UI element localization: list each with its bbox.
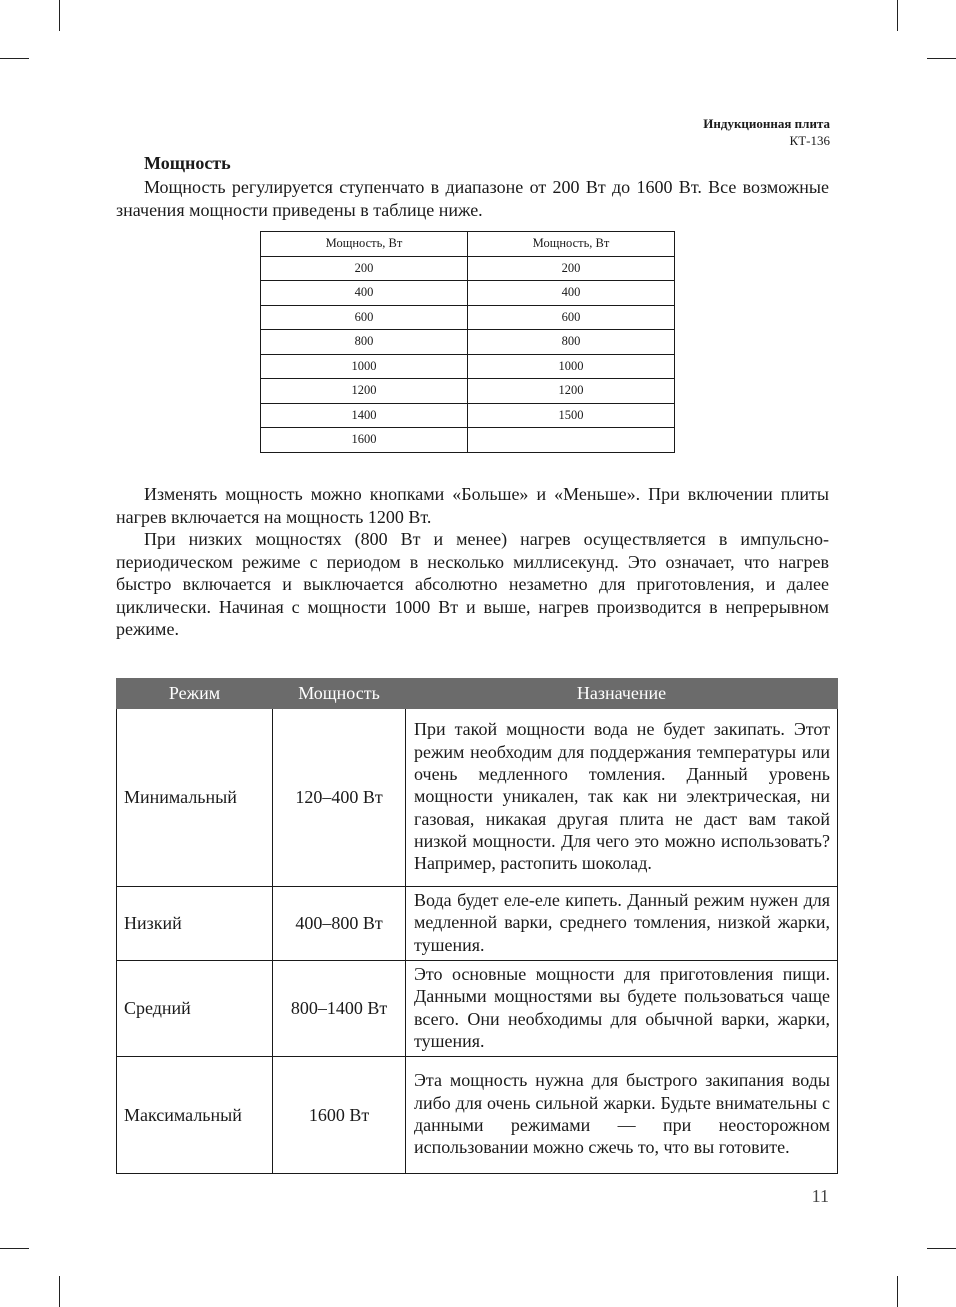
table-row [261, 379, 675, 404]
power-values-table [260, 231, 675, 453]
section-title: Мощность [144, 153, 231, 173]
table-cell: 1000 [261, 354, 468, 379]
crop-mark [0, 1248, 29, 1249]
paragraph-buttons: Изменять мощность можно кнопками «Больше» и «Меньше». При включении плиты нагрев включается на мощность 1200 Вт. [116, 484, 829, 527]
intro-paragraph-block [116, 176, 829, 221]
header-cell: Мощность, Вт [261, 232, 468, 257]
table-cell: 1000 [468, 354, 675, 379]
mode-cell: Средний [117, 961, 273, 1057]
crop-mark [59, 1276, 60, 1307]
header-cell-mode: Режим [117, 679, 273, 709]
paragraph-pulse-mode: При низких мощностях (800 Вт и менее) нагрев осуществляется в импульсно-периодическом режиме с периодом в несколько миллисекунд. Это означает, что нагрев быстро включается и выключается абсолютно незаметно для приготовления, и далее циклически. Начиная с мощности 1000 Вт и выше, нагрев производится в непрерывном режиме. [116, 529, 829, 639]
table-row [261, 428, 675, 453]
table-cell: 1200 [261, 379, 468, 404]
table-row [117, 709, 838, 887]
table-cell: 1200 [468, 379, 675, 404]
table-cell: 600 [468, 305, 675, 330]
table-row [261, 403, 675, 428]
purpose-cell: Это основные мощности для приготовления пищи. Данными мощностями вы будете пользоваться чаще всего. Они необходимы для обычной варки, жарки, тушения. [406, 961, 838, 1057]
table-header-row [261, 232, 675, 257]
table-cell: 800 [261, 330, 468, 355]
power-cell: 400–800 Вт [273, 887, 406, 961]
table-row [261, 256, 675, 281]
intro-paragraph: Мощность регулируется ступенчато в диапазоне от 200 Вт до 1600 Вт. Все возможные значения мощности приведены в таблице ниже. [116, 177, 829, 220]
table-cell: 400 [261, 281, 468, 306]
table-cell [468, 428, 675, 453]
header-cell-power: Мощность [273, 679, 406, 709]
table-row [261, 354, 675, 379]
crop-mark [897, 1276, 898, 1307]
body-text [116, 483, 829, 641]
mode-cell: Максимальный [117, 1057, 273, 1174]
table-row [117, 887, 838, 961]
table-cell: 1500 [468, 403, 675, 428]
power-cell: 120–400 Вт [273, 709, 406, 887]
power-cell: 800–1400 Вт [273, 961, 406, 1057]
table-cell: 1600 [261, 428, 468, 453]
page-number: 11 [811, 1186, 829, 1206]
purpose-cell: Вода будет еле-еле кипеть. Данный режим нужен для медленной варки, среднего томления, низкой жарки, тушения. [406, 887, 838, 961]
header-cell: Мощность, Вт [468, 232, 675, 257]
crop-mark [927, 1248, 956, 1249]
purpose-cell: При такой мощности вода не будет закипать. Этот режим необходим для поддержания температуры или очень медленного томления. Данный уровень мощности уникален, так как ни электрическая, ни газовая, никакая другая плита не даст вам такой низкой мощности. Для чего это можно использовать? Например, растопить шоколад. [406, 709, 838, 887]
table-cell: 200 [468, 256, 675, 281]
mode-cell: Низкий [117, 887, 273, 961]
modes-table [116, 678, 838, 1174]
table-row [261, 281, 675, 306]
purpose-cell: Эта мощность нужна для быстрого закипания воды либо для очень сильной жарки. Будьте внимательны с данными режимами — при неосторожном использовании можно сжечь то, что вы готовите. [406, 1057, 838, 1174]
table-header-row [117, 679, 838, 709]
table-cell: 400 [468, 281, 675, 306]
running-header-title: Индукционная плита [703, 116, 830, 131]
running-header-model: КТ-136 [789, 133, 830, 148]
table-cell: 600 [261, 305, 468, 330]
power-cell: 1600 Вт [273, 1057, 406, 1174]
crop-mark [59, 0, 60, 31]
crop-mark [897, 0, 898, 31]
table-cell: 1400 [261, 403, 468, 428]
table-row [117, 961, 838, 1057]
table-cell: 200 [261, 256, 468, 281]
table-row [117, 1057, 838, 1174]
table-row [261, 330, 675, 355]
table-row [261, 305, 675, 330]
table-cell: 800 [468, 330, 675, 355]
header-cell-purpose: Назначение [406, 679, 838, 709]
mode-cell: Минимальный [117, 709, 273, 887]
crop-mark [0, 58, 29, 59]
crop-mark [927, 58, 956, 59]
